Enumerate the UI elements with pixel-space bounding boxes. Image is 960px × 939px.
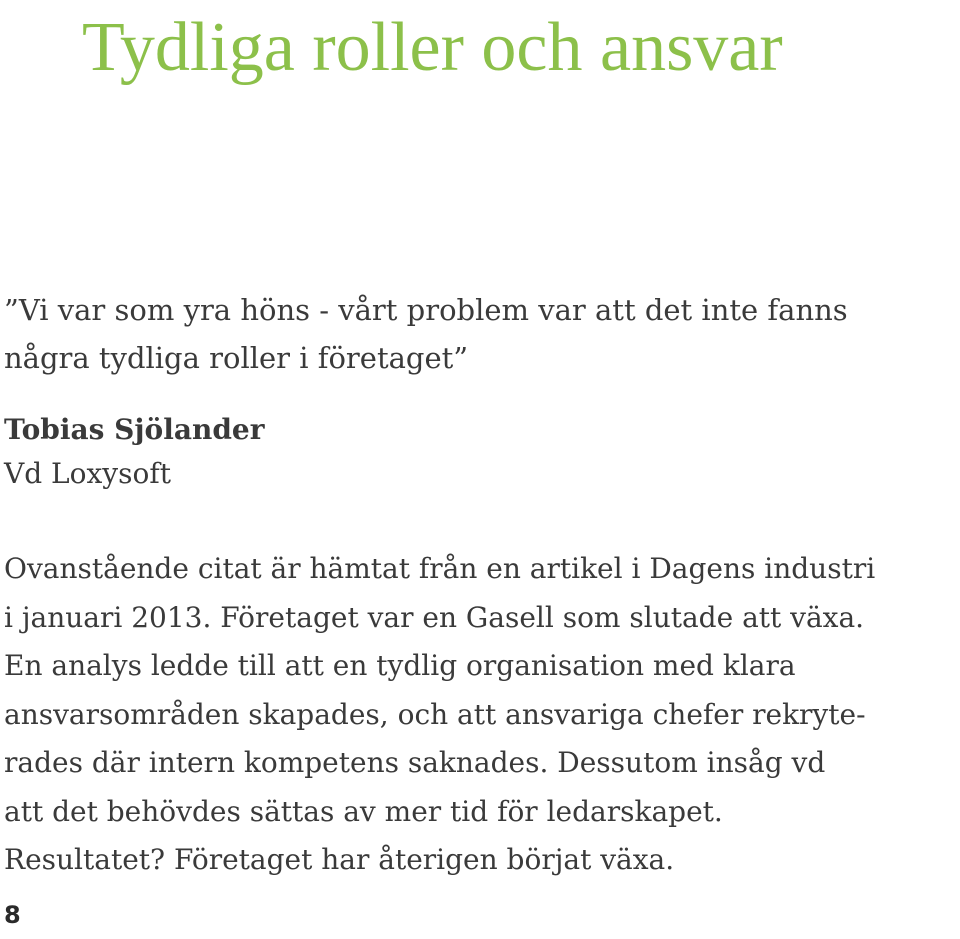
quote-author-name: Tobias Sjölander xyxy=(4,413,265,446)
body-line: Ovanstående citat är hämtat från en artikel i Dagens industri xyxy=(4,552,876,585)
quote-line: några tydliga roller i företaget” xyxy=(4,341,469,375)
body-line: En analys ledde till att en tydlig organisation med klara xyxy=(4,649,796,682)
body-line: i januari 2013. Företaget var en Gasell som slutade att växa. xyxy=(4,600,865,634)
quote-author-role: Vd Loxysoft xyxy=(4,457,171,490)
body-line: Resultatet? Företaget har återigen börjat växa. xyxy=(4,843,675,876)
quote-line: ”Vi var som yra höns - vårt problem var att det inte fanns xyxy=(4,293,848,327)
body-line: ansvarsområden skapades, och att ansvariga chefer rekryte- xyxy=(4,697,866,731)
body-line: att det behövdes sättas av mer tid för ledarskapet. xyxy=(4,794,723,828)
page-number: 8 xyxy=(4,901,21,929)
pull-quote xyxy=(4,286,944,382)
body-line: rades där intern kompetens saknades. Dessutom insåg vd xyxy=(4,746,826,779)
page-title: Tydliga roller och ansvar xyxy=(82,9,783,86)
body-paragraph xyxy=(4,545,954,885)
